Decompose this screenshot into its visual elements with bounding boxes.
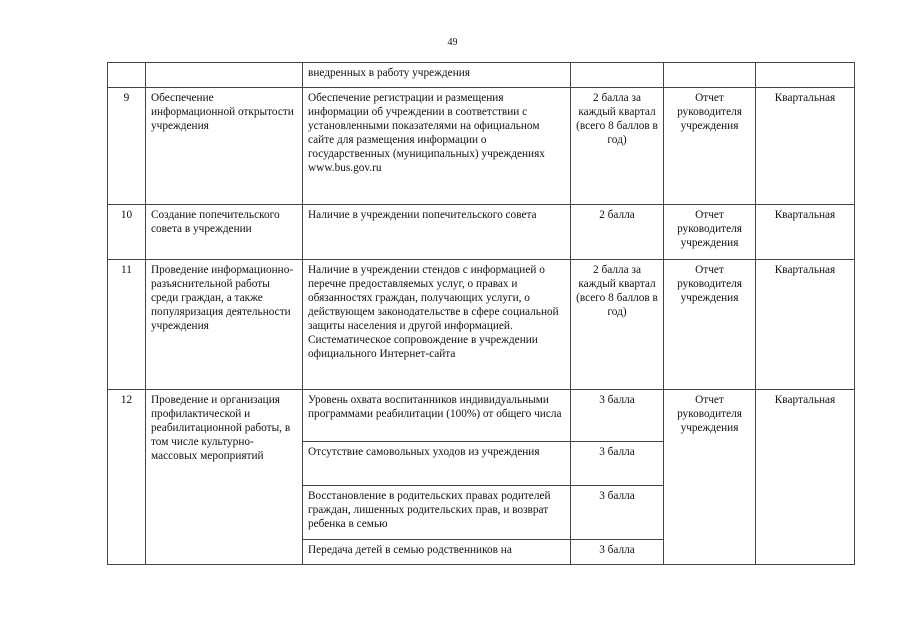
score-cell: 3 балла bbox=[571, 442, 664, 486]
source-cell: Отчет руководителя учреждения bbox=[664, 390, 756, 565]
indicator-cell: Уровень охвата воспитанников индивидуальными программами реабилитации (100%) от общего числа bbox=[303, 390, 571, 442]
row-number: 10 bbox=[108, 205, 146, 260]
criterion-cell: Проведение и организация профилактической и реабилитационной работы, в том числе культурно-массовых мероприятий bbox=[146, 390, 303, 565]
indicator-cell: Обеспечение регистрации и размещения информации об учреждении в соответствии с установленными показателями на официальном сайте для размещения информации о государственных (муниципальных) учреждениях www.bus.gov.ru bbox=[303, 88, 571, 205]
row-number: 9 bbox=[108, 88, 146, 205]
indicator-cell: Передача детей в семью родственников на bbox=[303, 540, 571, 565]
criterion-cell: Обеспечение информационной открытости учреждения bbox=[146, 88, 303, 205]
source-cell bbox=[664, 63, 756, 88]
period-cell: Квартальная bbox=[756, 88, 855, 205]
score-cell: 2 балла за каждый квартал (всего 8 баллов в год) bbox=[571, 88, 664, 205]
period-cell: Квартальная bbox=[756, 260, 855, 390]
indicator-cell: Наличие в учреждении стендов с информацией о перечне предоставляемых услуг, о правах и обязанностях граждан, получающих услуги, о действующем законодательстве в сфере социальной защиты населения и другой информацией. Систематическое сопровождение в учреждении официального Интернет-сайта bbox=[303, 260, 571, 390]
table-row bbox=[108, 390, 855, 442]
criterion-cell: Создание попечительского совета в учреждении bbox=[146, 205, 303, 260]
score-cell: 3 балла bbox=[571, 486, 664, 540]
period-cell bbox=[756, 63, 855, 88]
criterion-cell: Проведение информационно-разъяснительной работы среди граждан, а также популяризация деятельности учреждения bbox=[146, 260, 303, 390]
score-cell bbox=[571, 63, 664, 88]
table-row bbox=[108, 260, 855, 390]
source-cell: Отчет руководителя учреждения bbox=[664, 88, 756, 205]
criterion-cell bbox=[146, 63, 303, 88]
period-cell: Квартальная bbox=[756, 205, 855, 260]
score-cell: 2 балла bbox=[571, 205, 664, 260]
source-cell: Отчет руководителя учреждения bbox=[664, 205, 756, 260]
indicator-cell: Восстановление в родительских правах родителей граждан, лишенных родительских прав, и возврат ребенка в семью bbox=[303, 486, 571, 540]
source-cell: Отчет руководителя учреждения bbox=[664, 260, 756, 390]
indicator-cell: Наличие в учреждении попечительского совета bbox=[303, 205, 571, 260]
indicator-cell: Отсутствие самовольных уходов из учреждения bbox=[303, 442, 571, 486]
score-cell: 3 балла bbox=[571, 390, 664, 442]
page-number: 49 bbox=[447, 37, 458, 48]
row-number: 12 bbox=[108, 390, 146, 565]
num-cell bbox=[108, 63, 146, 88]
row-number: 11 bbox=[108, 260, 146, 390]
score-cell: 2 балла за каждый квартал (всего 8 баллов в год) bbox=[571, 260, 664, 390]
criteria-table bbox=[107, 62, 855, 565]
table-row bbox=[108, 63, 855, 88]
table-row bbox=[108, 88, 855, 205]
indicator-cell: внедренных в работу учреждения bbox=[303, 63, 571, 88]
score-cell: 3 балла bbox=[571, 540, 664, 565]
table-row bbox=[108, 205, 855, 260]
period-cell: Квартальная bbox=[756, 390, 855, 565]
